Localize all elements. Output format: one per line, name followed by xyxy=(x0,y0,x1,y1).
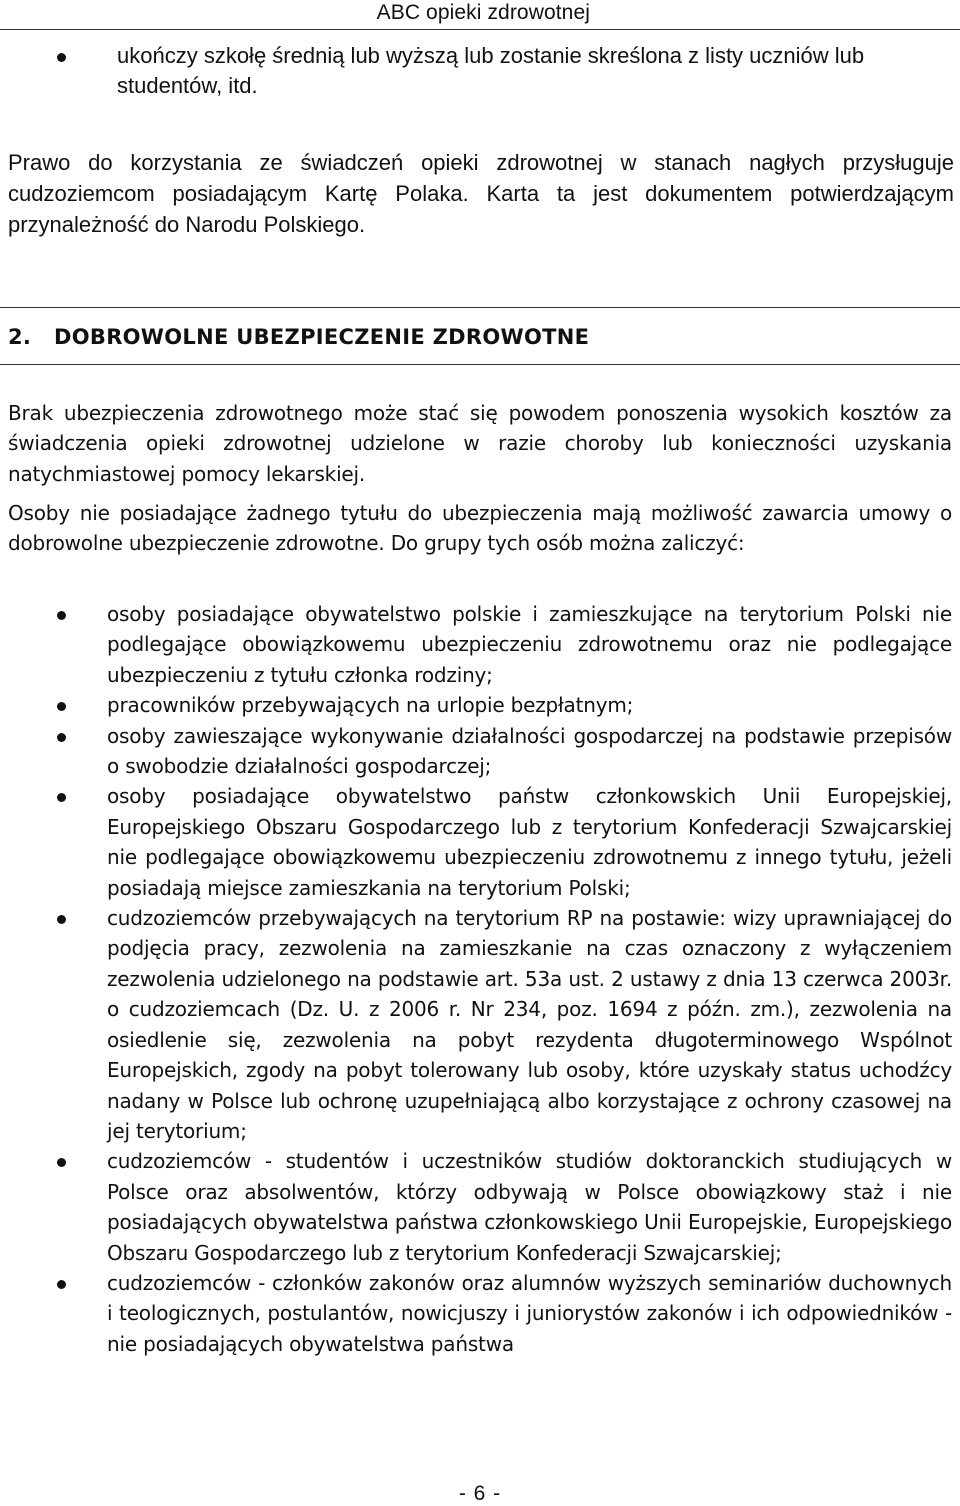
bullet-dot-icon xyxy=(57,793,66,802)
paragraph: Brak ubezpieczenia zdrowotnego może stać się powodem ponoszenia wysokich kosztów za świadczenia opieki zdrowotnej udzielone w razie choroby lub konieczności uzyskania natychmiastowej pomocy lekarskiej. xyxy=(8,401,952,486)
bullet-dot-icon xyxy=(57,733,66,742)
list-item-text: cudzoziemców przebywających na terytorium RP na postawie: wizy uprawniającej do podjęcia pracy, zezwolenia na zamieszkanie na czas oznaczony z wyłączeniem zezwolenia udzielonego na podstawie art. 53a ust. 2 ustawy z dnia 13 czerwca 2003r. o cudzoziemcach (Dz. U. z 2006 r. Nr 234, poz. 1694 z późn. zm.), zezwolenia na osiedlenie się, zezwolenia na pobyt rezydenta długoterminowego Wspólnot Europejskich, zgody na pobyt tolerowany lub osoby, które uzyskały status uchodźcy nadany w Polsce lub ochronę uzupełniającą albo korzystające z ochrony czasowej na jej terytorium; xyxy=(107,906,952,1143)
list-item-text: cudzoziemców - studentów i uczestników studiów doktoranckich studiujących w Polsce oraz absolwentów, którzy odbywają w Polsce obowiązkowy staż i nie posiadających obywatelstwa państwa członkowskiego Unii Europejskie, Europejskiego Obszaru Gospodarczego lub z terytorium Konfederacji Szwajcarskiej; xyxy=(107,1149,952,1265)
bullet-dot-icon xyxy=(57,702,66,711)
header-rule xyxy=(0,29,960,30)
bullet-dot-icon xyxy=(57,611,66,620)
list-item xyxy=(0,690,952,720)
list-item-text: osoby posiadające obywatelstwo państw członkowskich Unii Europejskiej, Europejskiego Obszaru Gospodarczego lub z terytorium Konfederacji Szwajcarskiej nie podlegające obowiązkowemu ubezpieczeniu zdrowotnemu z innego tytułu, jeżeli posiadają miejsce zamieszkania na terytorium Polski; xyxy=(107,784,952,900)
section-rule-bottom xyxy=(0,364,960,365)
section-rule-top xyxy=(0,307,960,308)
paragraph: Osoby nie posiadające żadnego tytułu do ubezpieczenia mają możliwość zawarcia umowy o dobrowolne ubezpieczenie zdrowotne. Do grupy tych osób można zaliczyć: xyxy=(8,501,952,556)
list-item xyxy=(0,721,952,782)
list-item-text: osoby zawieszające wykonywanie działalności gospodarczej na podstawie przepisów o swobodzie działalności gospodarczej; xyxy=(107,723,952,779)
list-item xyxy=(0,903,952,1146)
bullet-dot-icon xyxy=(57,1280,66,1289)
page-number: - 6 - xyxy=(458,1482,502,1505)
section-number: 2. xyxy=(8,325,32,349)
list-item xyxy=(0,781,952,903)
list-item xyxy=(0,1268,952,1359)
running-header: ABC opieki zdrowotnej xyxy=(376,1,590,24)
list-item xyxy=(0,599,952,690)
bullet-list xyxy=(0,599,960,1359)
bullet-dot-icon xyxy=(57,915,66,924)
list-item-text: osoby posiadające obywatelstwo polskie i zamieszkujące na terytorium Polski nie podlegające obowiązkowemu ubezpieczeniu zdrowotnemu oraz nie podlegające ubezpieczeniu z tytułu członka rodziny; xyxy=(107,602,952,687)
intro-paragraph: Prawo do korzystania ze świadczeń opieki zdrowotnej w stanach nagłych przysługuje cudzoziemcom posiadającym Kartę Polaka. Karta ta jest dokumentem potwierdzającym przynależność do Narodu Polskiego. xyxy=(8,150,954,237)
section-heading xyxy=(8,322,589,352)
bullet-dot-icon xyxy=(57,53,66,62)
list-item xyxy=(0,1146,952,1268)
bullet-dot-icon xyxy=(57,1158,66,1167)
list-item-text: pracowników przebywających na urlopie bezpłatnym; xyxy=(107,693,634,718)
list-item-text: cudzoziemców - członków zakonów oraz alumnów wyższych seminariów duchownych i teologicznych, postulantów, nowicjuszy i juniorystów zakonów i ich odpowiedników - nie posiadających obywatelstwa państwa xyxy=(107,1270,952,1356)
bullet-text: ukończy szkołę średnią lub wyższą lub zostanie skreślona z listy uczniów lub studentów, itd. xyxy=(117,43,865,98)
section-title: DOBROWOLNE UBEZPIECZENIE ZDROWOTNE xyxy=(54,325,590,349)
